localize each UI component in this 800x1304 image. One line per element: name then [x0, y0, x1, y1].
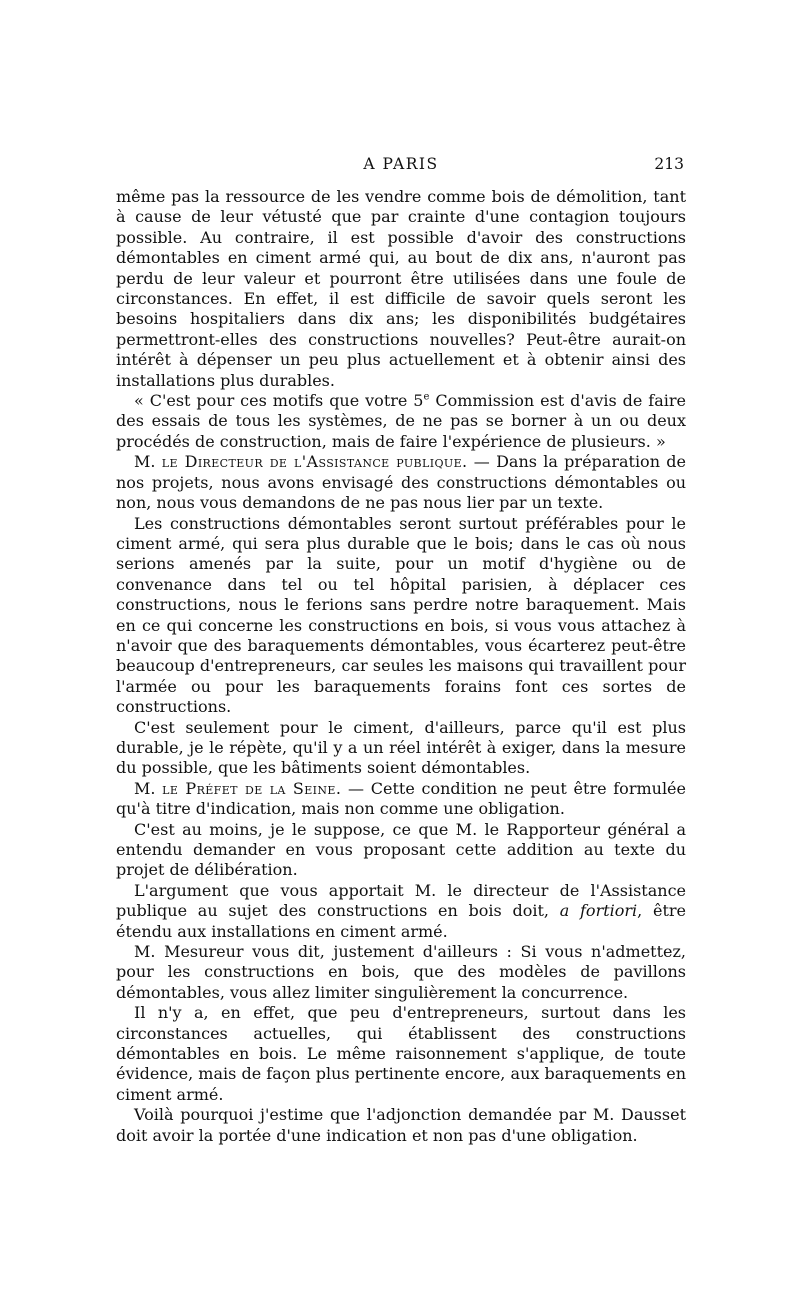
body-text [116, 187, 686, 1146]
paragraph-text: — Dans la préparation de nos projets, nous avons envisagé des constructions démontables ou non, nous vous demandons de ne pas nous lier par un texte. [116, 452, 686, 513]
paragraph-text: , être étendu aux installations en ciment armé. [116, 901, 687, 941]
speaker-m: M. [134, 452, 156, 472]
running-title: A PARIS [363, 155, 439, 173]
page-number: 213 [654, 155, 684, 173]
paragraph: C'est au moins, je le suppose, ce que M. le Rapporteur général a entendu demander en vous proposant cette addition au texte du projet de délibération. [116, 819, 686, 880]
paragraph: Il n'y a, en effet, que peu d'entrepreneurs, surtout dans les circonstances actuelles, qui établissent des constructions démontables en bois. Le même raisonnement s'applique, de toute évidence, mais de façon plus pertinente encore, aux baraquements en ciment armé. [116, 1003, 686, 1104]
paragraph: M. Mesureur vous dit, justement d'ailleurs : Si vous n'admettez, pour les constructions en bois, que des modèles de pavillons démontables, vous allez limiter singulièrement la concurrence. [116, 942, 686, 1002]
paragraph [116, 452, 686, 513]
paragraph-text: — Cette condition ne peut être formulée qu'à titre d'indication, mais non comme une obligation. [116, 778, 686, 819]
paragraph [116, 881, 686, 942]
paragraph: Voilà pourquoi j'estime que l'adjonction demandée par M. Dausset doit avoir la portée d'une indication et non pas d'une obligation. [116, 1105, 686, 1145]
paragraph [116, 391, 686, 452]
ordinal-suffix: e [423, 391, 430, 403]
running-header [116, 155, 686, 179]
paragraph [116, 779, 686, 820]
latin-phrase: a fortiori [559, 901, 638, 921]
paragraph-text: « C'est pour ces motifs que votre 5 [134, 391, 424, 411]
book-page [116, 155, 686, 1146]
paragraph-text: L'argument que vous apportait M. le directeur de l'Assistance publique au sujet des constructions en bois doit, [116, 880, 686, 921]
paragraph-text: Commission est d'avis de faire des essais de tous les systèmes, de ne pas se borner à un ou deux procédés de construction, mais de faire l'expérience de plusieurs. » [116, 391, 686, 451]
speaker-m: M. [134, 778, 156, 798]
paragraph: même pas la ressource de les vendre comme bois de démolition, tant à cause de leur vétusté que par crainte d'une contagion toujours possible. Au contraire, il est possible d'avoir des constructions démontables en ciment armé qui, au bout de dix ans, n'auront pas perdu de leur valeur et pourront être utilisées dans une foule de circonstances. En effet, il est difficile de savoir quels seront les besoins hospitaliers dans dix ans; les disponibilités budgétaires permettront-elles des constructions nouvelles? Peut-être aurait-on intérêt à dépenser un peu plus actuellement et à obtenir ainsi des installations plus durables. [116, 187, 686, 390]
paragraph: C'est seulement pour le ciment, d'ailleurs, parce qu'il est plus durable, je le répète, qu'il y a un réel intérêt à exiger, dans la mesure du possible, que les bâtiments soient démontables. [116, 717, 686, 778]
speaker-title: le Préfet de la Seine. [162, 778, 342, 798]
speaker-title: le Directeur de l'Assistance publique. [161, 452, 468, 472]
paragraph: Les constructions démontables seront surtout préférables pour le ciment armé, qui sera plus durable que le bois; dans le cas où nous serions amenés par la suite, pour un motif d'hygiène ou de convenance dans tel ou tel hôpital parisien, à déplacer ces constructions, nous le ferions sans perdre notre baraquement. Mais en ce qui concerne les constructions en bois, si vous vous attachez à n'avoir que des baraquements démontables, vous écarterez peut-être beaucoup d'entrepreneurs, car seules les maisons qui travaillent pour l'armée ou pour les baraquements forains font ces sortes de constructions. [116, 513, 686, 717]
